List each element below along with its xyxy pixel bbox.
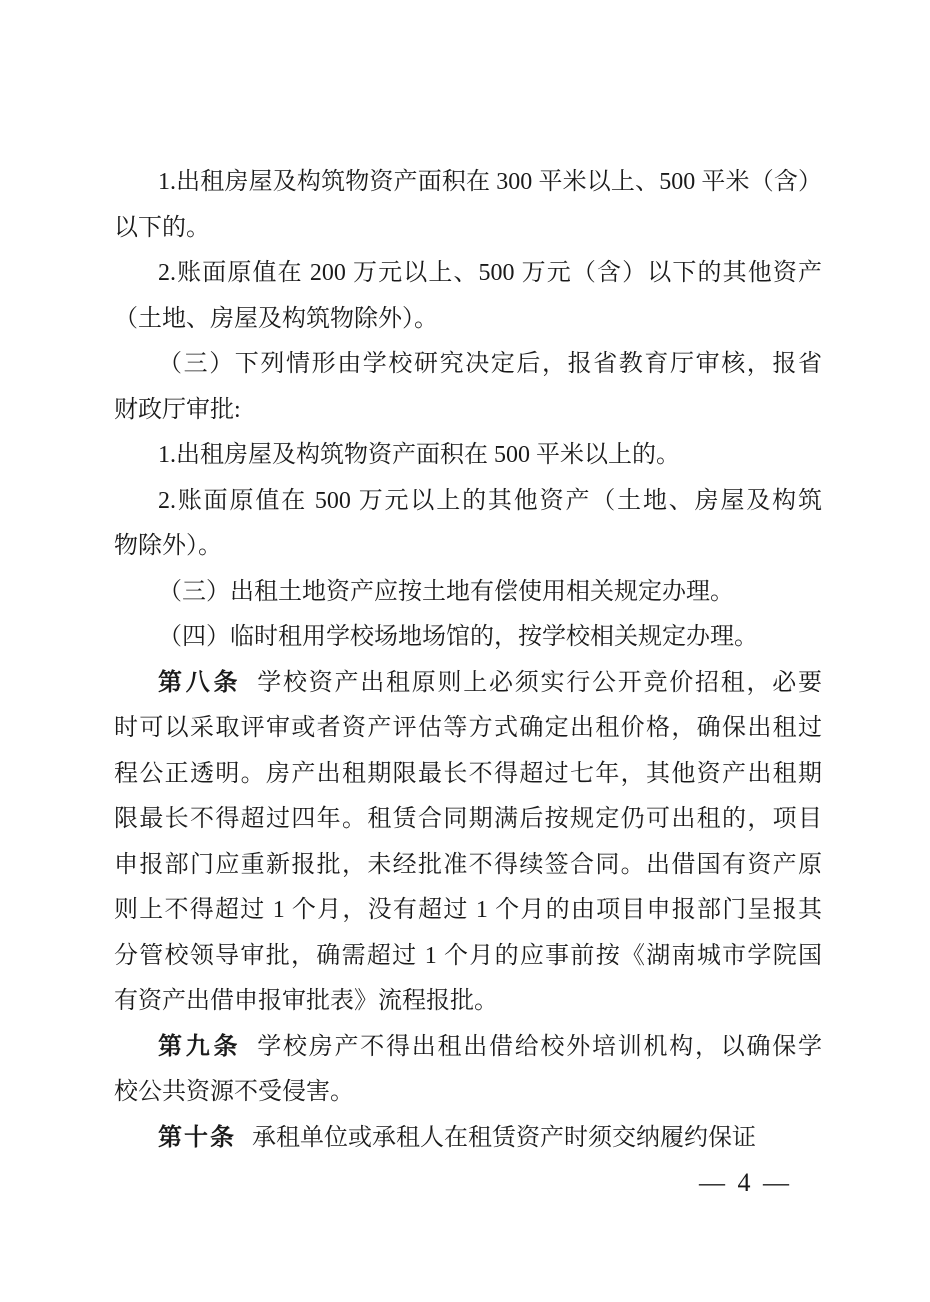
text-line: 分管校领导审批，确需超过 1 个月的应事前按《湖南城市学院国	[114, 942, 822, 969]
paragraph	[114, 251, 822, 342]
text-line: 时可以采取评审或者资产评估等方式确定出租价格，确保出租过	[114, 715, 822, 741]
document-body	[114, 160, 822, 1161]
paragraph	[114, 570, 822, 616]
paragraph	[114, 1025, 822, 1116]
paragraph	[114, 433, 822, 479]
page-number: — 4 —	[699, 1168, 792, 1197]
text-line: 2.账面原值在 200 万元以上、500 万元（含）以下的其他资产	[158, 260, 822, 286]
text-line: 以下的。	[114, 214, 210, 241]
text-line: （三）下列情形由学校研究决定后，报省教育厅审核，报省	[158, 351, 822, 377]
text-line: 第八条 学校资产出租原则上必须实行公开竞价招租，必要	[158, 669, 822, 696]
text-line: 申报部门应重新报批，未经批准不得续签合同。出借国有资产原	[114, 851, 822, 878]
text-line: 物除外）。	[114, 533, 222, 559]
paragraph	[114, 479, 822, 570]
text-line: 校公共资源不受侵害。	[114, 1079, 354, 1105]
text-line: 第十条 承租单位或承租人在租赁资产时须交纳履约保证	[158, 1124, 756, 1151]
text-line: 程公正透明。房产出租期限最长不得超过七年，其他资产出租期	[114, 760, 822, 787]
text-line: 1.出租房屋及构筑物资产面积在 500 平米以上的。	[158, 442, 680, 468]
article-number: 第九条	[158, 1033, 242, 1060]
text-line: （土地、房屋及构筑物除外）。	[114, 305, 438, 332]
paragraph	[114, 615, 822, 661]
paragraph	[114, 160, 822, 251]
text-line: 1.出租房屋及构筑物资产面积在 300 平米以上、500 平米（含）	[158, 169, 822, 195]
text-line: 有资产出借申报审批表》流程报批。	[114, 988, 498, 1014]
text-line: （四）临时租用学校场地场馆的，按学校相关规定办理。	[158, 624, 758, 650]
text-line: （三）出租土地资产应按土地有偿使用相关规定办理。	[158, 578, 734, 605]
article-number: 第十条	[158, 1124, 236, 1151]
text-line: 财政厅审批:	[114, 396, 241, 423]
text-line: 2.账面原值在 500 万元以上的其他资产（土地、房屋及构筑	[158, 487, 822, 514]
article-number: 第八条	[158, 669, 242, 696]
paragraph	[114, 1116, 822, 1162]
paragraph	[114, 342, 822, 433]
text-line: 则上不得超过 1 个月，没有超过 1 个月的由项目申报部门呈报其	[114, 897, 822, 923]
text-line: 限最长不得超过四年。租赁合同期满后按规定仍可出租的，项目	[114, 806, 822, 832]
paragraph	[114, 661, 822, 1025]
text-line: 第九条 学校房产不得出租出借给校外培训机构，以确保学	[158, 1033, 822, 1060]
